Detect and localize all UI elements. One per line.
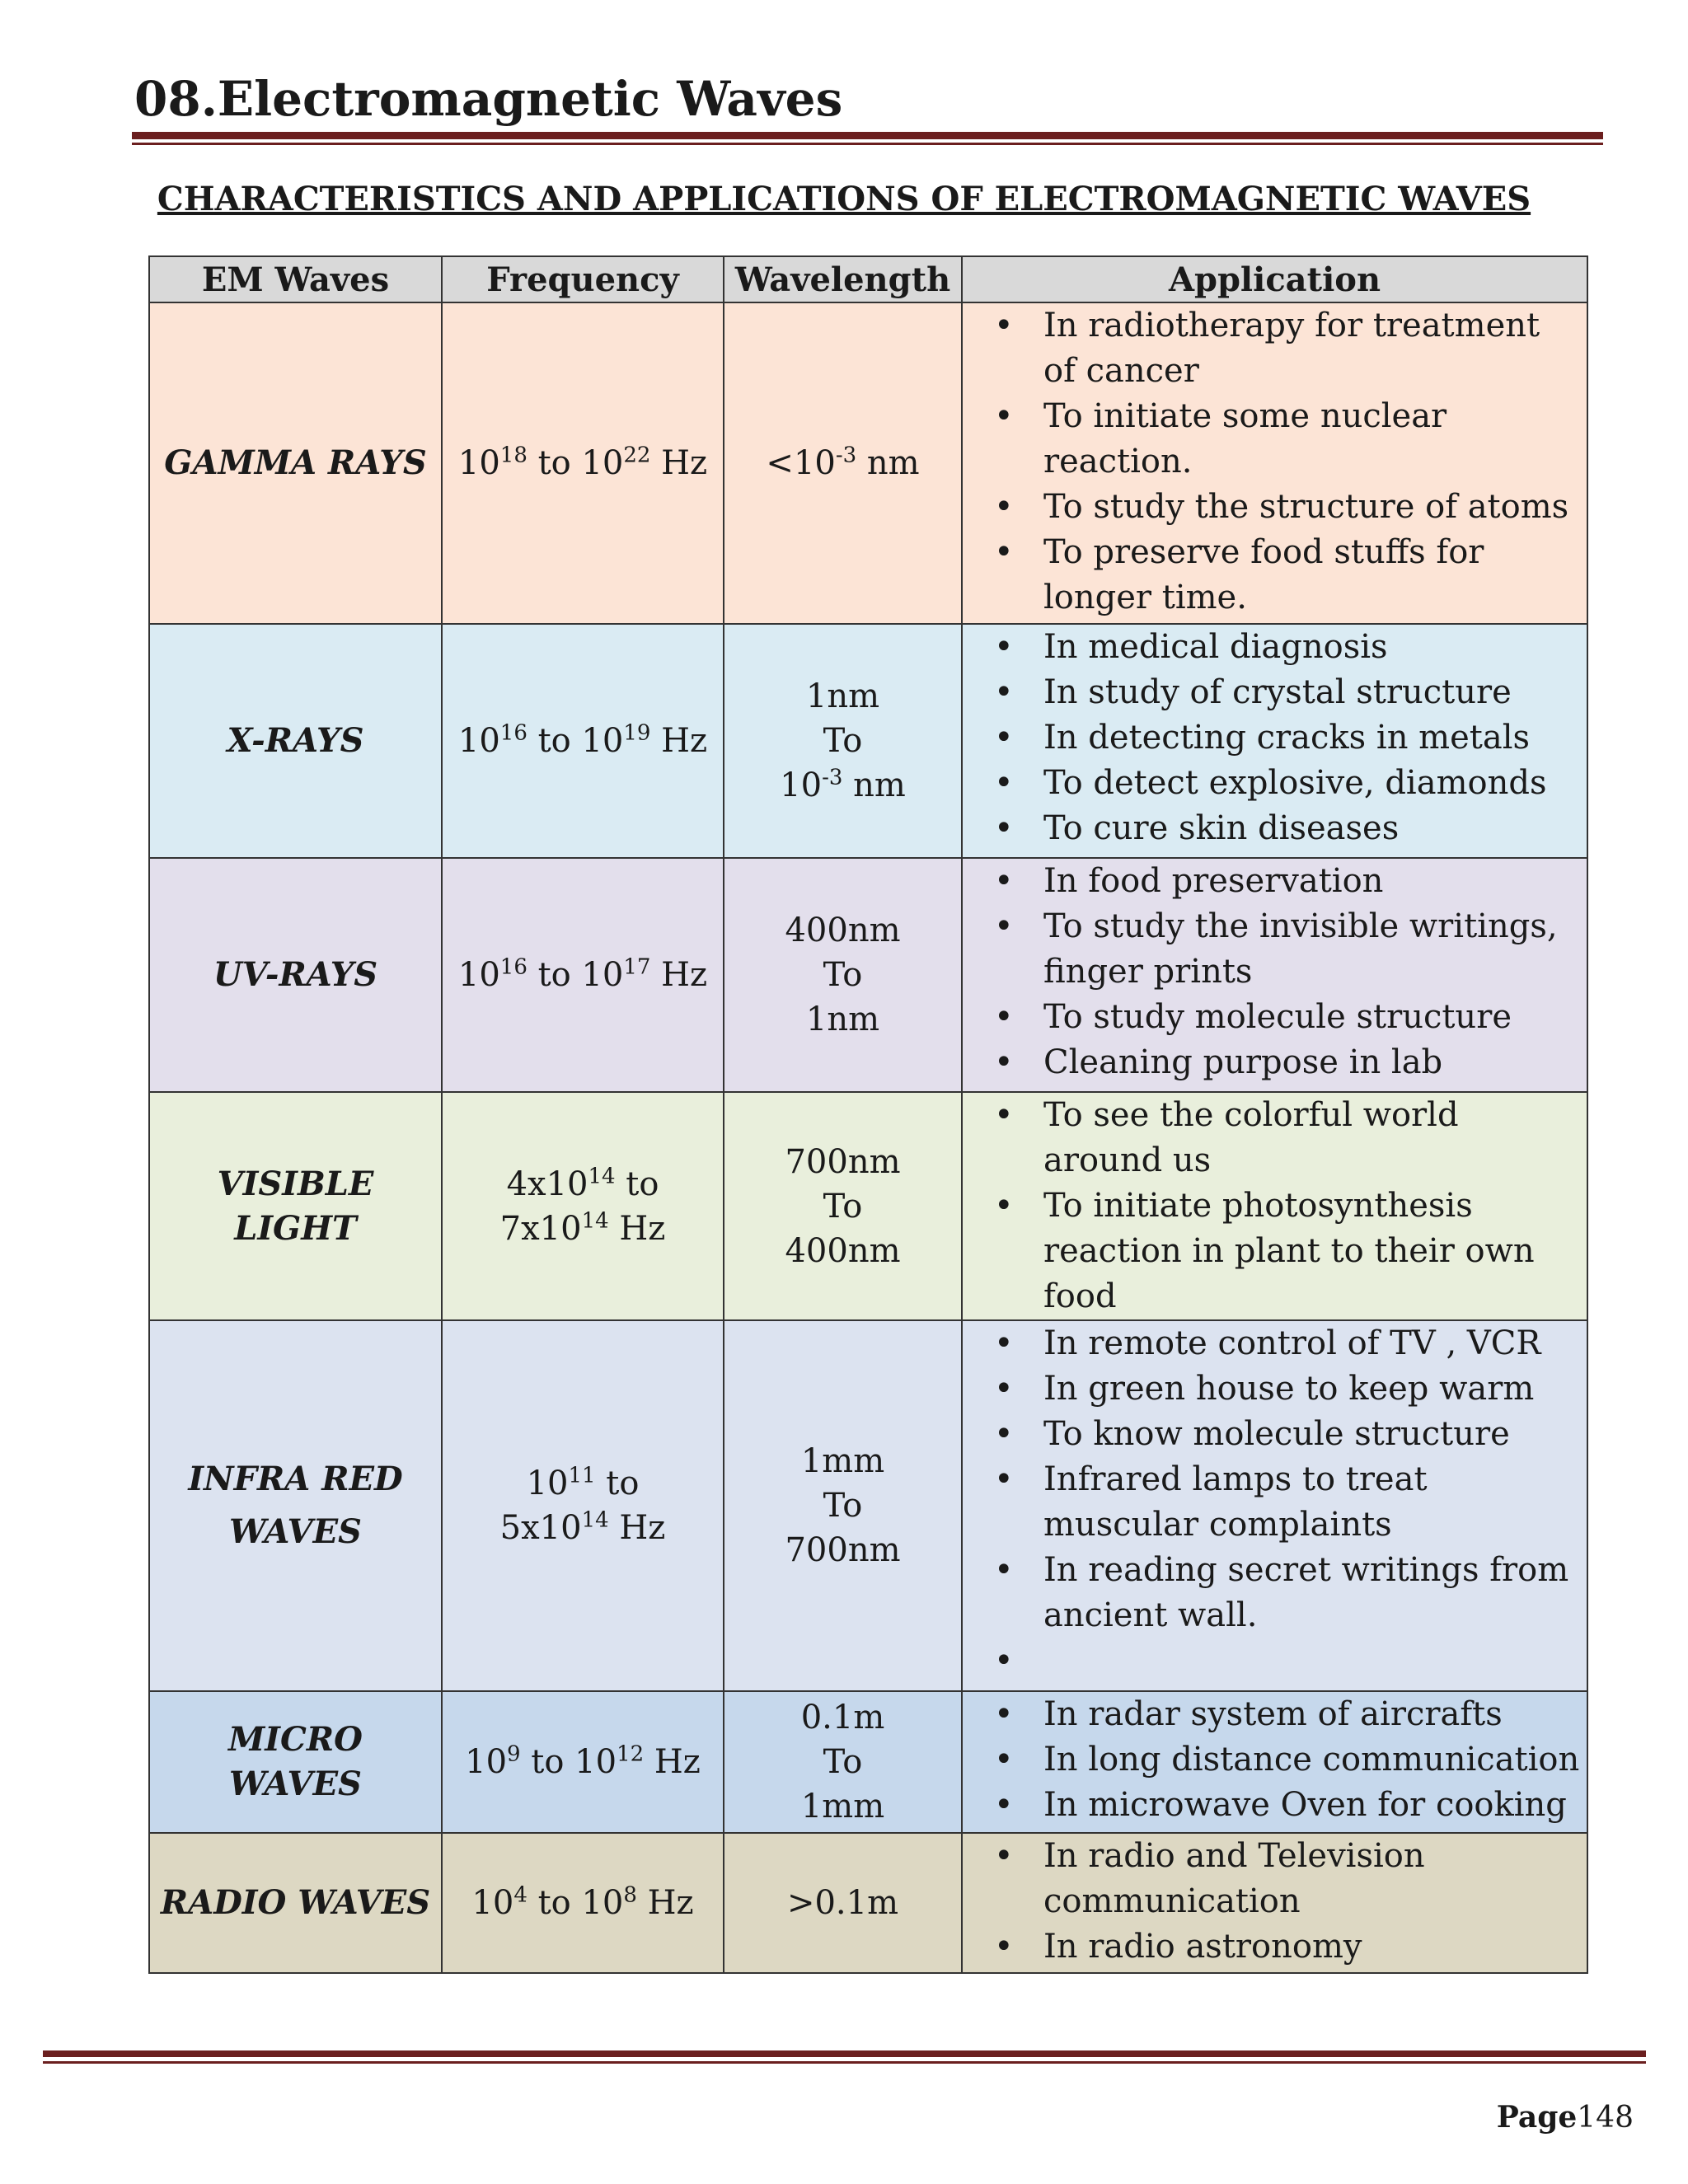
frequency-cell: $10^4$ to $10^8$ Hz (442, 1833, 724, 1973)
application-list (969, 1834, 1580, 1970)
wave-name-cell: INFRA RED WAVES (149, 1320, 442, 1691)
application-list (969, 1692, 1580, 1828)
wavelength-cell: 1mm To 700nm (724, 1320, 962, 1691)
application-item: • To detect explosive, diamonds (969, 761, 1580, 806)
frequency-cell: $10^{11}$ to $5x10^{14}$ Hz (442, 1320, 724, 1691)
table-row (149, 624, 1587, 858)
application-list (969, 625, 1580, 851)
wave-name-cell: MICRO WAVES (149, 1691, 442, 1833)
em-waves-table (148, 255, 1588, 1974)
frequency-exponent: 18 (499, 443, 528, 468)
wavelength-cell: >0.1m (724, 1833, 962, 1973)
application-cell (962, 624, 1587, 858)
frequency-exponent: 4 (513, 1882, 528, 1908)
application-item: • In radio astronomy (969, 1924, 1580, 1970)
table-body (149, 302, 1587, 1973)
application-item: • Cleaning purpose in lab (969, 1040, 1580, 1085)
table-row (149, 1092, 1587, 1320)
application-item: • In microwave Oven for cooking (969, 1783, 1580, 1828)
frequency-exponent: 9 (507, 1741, 521, 1767)
wave-name-cell: GAMMA RAYS (149, 302, 442, 624)
wave-name-cell: X-RAYS (149, 624, 442, 858)
document-heading: CHARACTERISTICS AND APPLICATIONS OF ELECTROMAGNETIC WAVES (157, 180, 1531, 218)
header-rule-thin (132, 143, 1603, 145)
application-cell (962, 1833, 1587, 1973)
wavelength-cell: 700nm To 400nm (724, 1092, 962, 1320)
frequency-exponent: 11 (568, 1463, 596, 1488)
header-application: Application (962, 256, 1587, 302)
frequency-cell: $10^9$ to $10^{12}$ Hz (442, 1691, 724, 1833)
frequency-exponent: 22 (623, 443, 651, 468)
application-item: • In study of crystal structure (969, 670, 1580, 715)
application-item: • In detecting cracks in metals (969, 715, 1580, 761)
application-cell (962, 1320, 1587, 1691)
application-item: • In long distance communication (969, 1737, 1580, 1783)
application-item: • To see the colorful world around us (969, 1093, 1580, 1183)
wavelength-exponent: -3 (835, 443, 857, 468)
application-list (969, 303, 1580, 621)
application-item: • In radiotherapy for treatment of cancer (969, 303, 1580, 394)
application-item: • To initiate some nuclear reaction. (969, 394, 1580, 485)
application-list (969, 1321, 1580, 1684)
wave-name-cell: VISIBLE LIGHT (149, 1092, 442, 1320)
page-number-value: 148 (1577, 2101, 1634, 2135)
application-item: • In green house to keep warm (969, 1366, 1580, 1412)
frequency-exponent: 14 (581, 1507, 609, 1533)
application-item: • To know molecule structure (969, 1412, 1580, 1457)
application-item: • In medical diagnosis (969, 625, 1580, 670)
frequency-exponent: 14 (581, 1208, 609, 1234)
wave-name-cell: RADIO WAVES (149, 1833, 442, 1973)
application-item: • In radar system of aircrafts (969, 1692, 1580, 1737)
wavelength-exponent: -3 (822, 765, 843, 790)
wavelength-cell: $<10^{-3}$ nm (724, 302, 962, 624)
application-item: • In remote control of TV , VCR (969, 1321, 1580, 1366)
frequency-cell: $10^{16}$ to $10^{17}$ Hz (442, 858, 724, 1092)
frequency-cell: $4x10^{14}$ to $7x10^{14}$ Hz (442, 1092, 724, 1320)
application-cell (962, 302, 1587, 624)
application-cell (962, 1691, 1587, 1833)
table-row (149, 858, 1587, 1092)
application-item: • To preserve food stuffs for longer time. (969, 530, 1580, 621)
page-label: Page (1496, 2100, 1578, 2135)
application-item: • In radio and Television communication (969, 1834, 1580, 1924)
application-item: • Infrared lamps to treat muscular complaints (969, 1457, 1580, 1548)
application-item: • In food preservation (969, 859, 1580, 904)
header-rule (132, 132, 1603, 139)
table-row (149, 1691, 1587, 1833)
application-cell (962, 858, 1587, 1092)
chapter-title: 08.Electromagnetic Waves (134, 71, 843, 127)
application-item (969, 1638, 1580, 1684)
table-row (149, 1833, 1587, 1973)
frequency-exponent: 16 (499, 954, 528, 980)
footer-rule-thin (43, 2061, 1646, 2064)
page-number (1497, 2100, 1634, 2135)
wavelength-cell: 1nm To $10^{-3}$ nm (724, 624, 962, 858)
frequency-exponent: 8 (623, 1882, 637, 1908)
table-row (149, 1320, 1587, 1691)
application-item: • To cure skin diseases (969, 806, 1580, 851)
application-item: • To study molecule structure (969, 995, 1580, 1040)
wavelength-cell: 0.1m To 1mm (724, 1691, 962, 1833)
table-row (149, 302, 1587, 624)
frequency-exponent: 17 (623, 954, 651, 980)
frequency-exponent: 12 (617, 1741, 645, 1767)
wavelength-cell: 400nm To 1nm (724, 858, 962, 1092)
header-frequency: Frequency (442, 256, 724, 302)
footer-rule (43, 2050, 1646, 2057)
application-cell (962, 1092, 1587, 1320)
application-list (969, 1093, 1580, 1319)
header-wavelength: Wavelength (724, 256, 962, 302)
wave-name-cell: UV-RAYS (149, 858, 442, 1092)
frequency-exponent: 14 (588, 1164, 616, 1189)
header-em-waves: EM Waves (149, 256, 442, 302)
application-item: • To study the invisible writings, finger prints (969, 904, 1580, 995)
frequency-cell: $10^{18}$ to $10^{22}$ Hz (442, 302, 724, 624)
table-header-row (149, 256, 1587, 302)
frequency-exponent: 16 (499, 720, 528, 746)
application-item: • To study the structure of atoms (969, 485, 1580, 530)
frequency-exponent: 19 (623, 720, 651, 746)
application-item: • To initiate photosynthesis reaction in plant to their own food (969, 1183, 1580, 1319)
frequency-cell: $10^{16}$ to $10^{19}$ Hz (442, 624, 724, 858)
application-item: • In reading secret writings from ancient wall. (969, 1548, 1580, 1638)
application-list (969, 859, 1580, 1085)
